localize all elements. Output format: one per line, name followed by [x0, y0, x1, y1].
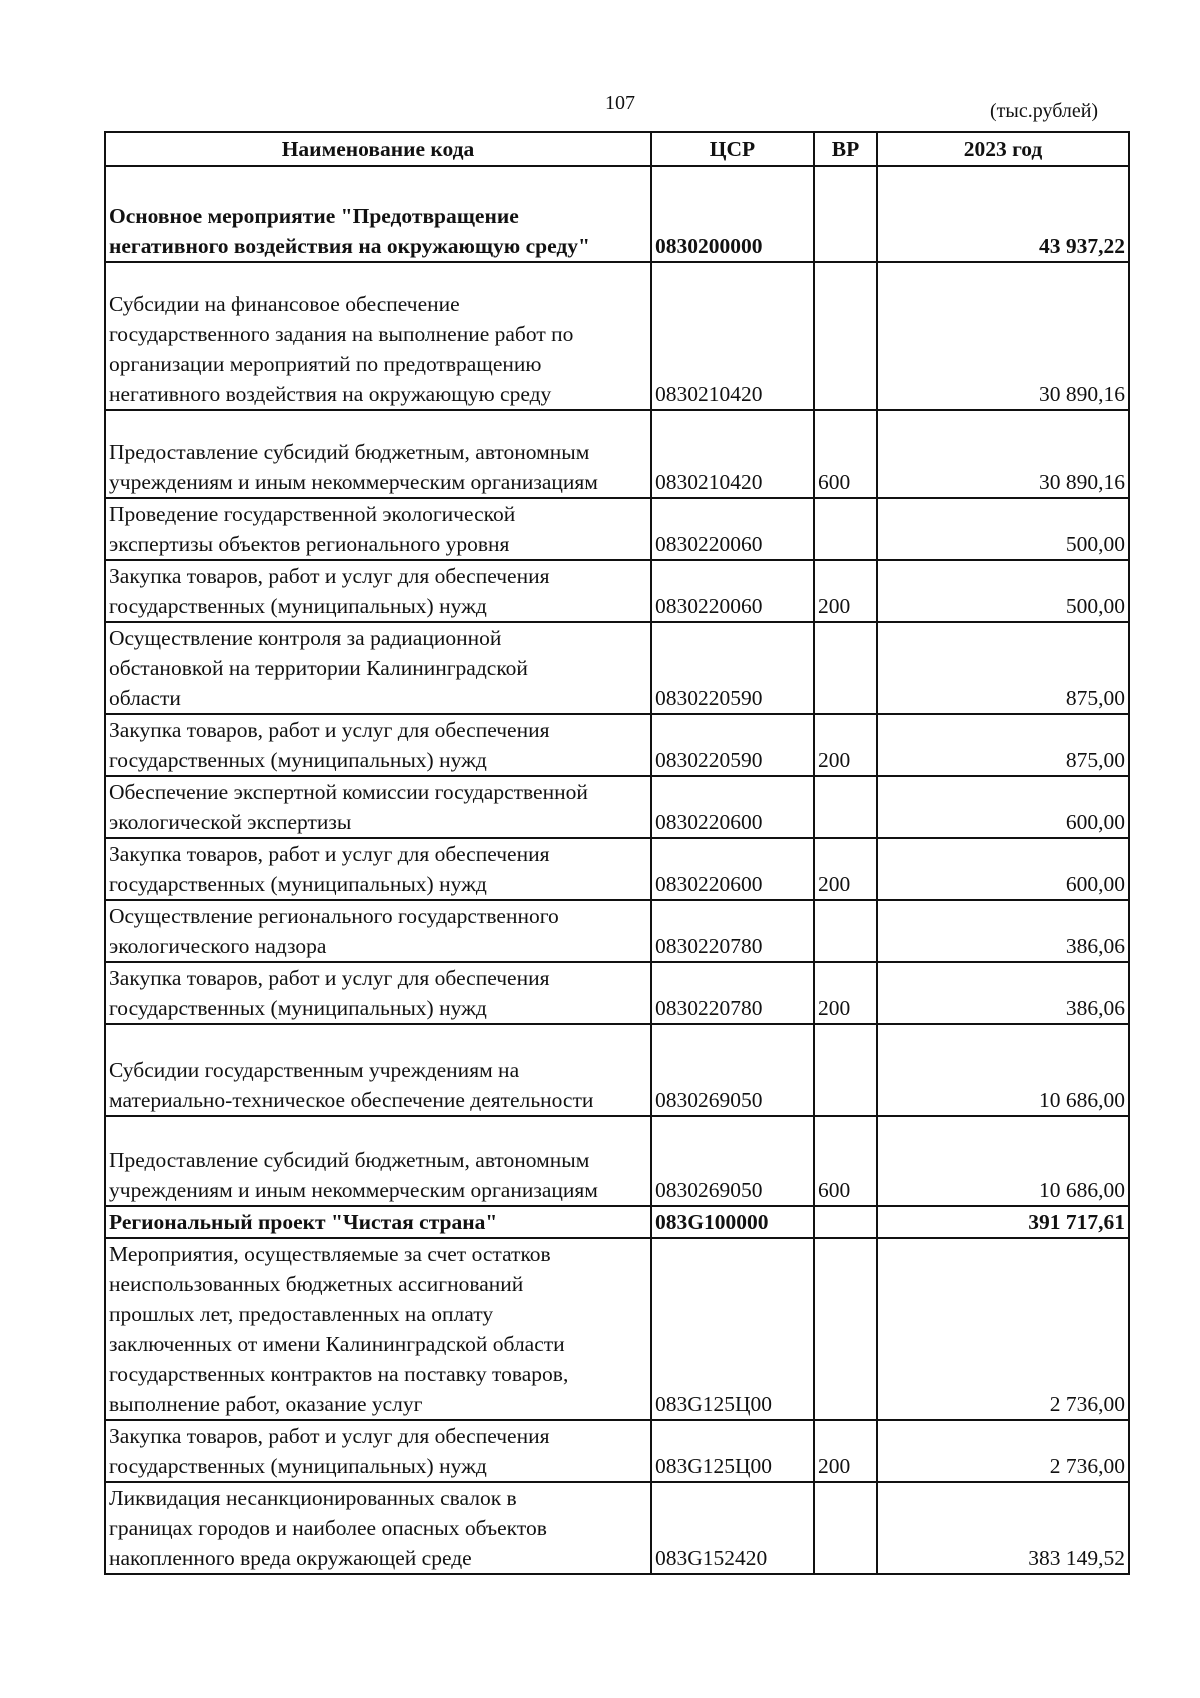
row-name-line: Закупка товаров, работ и услуг для обеспечения — [109, 966, 550, 990]
row-name-line: заключенных от имени Калининградской области — [109, 1332, 565, 1356]
row-name-line: государственного задания на выполнение работ по — [109, 322, 574, 346]
row-name — [105, 262, 651, 410]
row-sum: 875,00 — [877, 622, 1129, 714]
table-row — [105, 962, 1129, 1024]
row-csr: 0830220780 — [651, 900, 814, 962]
row-csr: 0830220600 — [651, 776, 814, 838]
row-name-line: Предоставление субсидий бюджетным, автономным — [109, 440, 590, 464]
row-name-line: учреждениям и иным некоммерческим организациям — [109, 470, 598, 494]
row-name-line: государственных (муниципальных) нужд — [109, 996, 487, 1020]
row-name — [105, 166, 651, 262]
table-row — [105, 1238, 1129, 1420]
row-csr: 083G125Ц00 — [651, 1420, 814, 1482]
row-name-line: Закупка товаров, работ и услуг для обеспечения — [109, 842, 550, 866]
row-name-line: Закупка товаров, работ и услуг для обеспечения — [109, 718, 550, 742]
header-name: Наименование кода — [105, 132, 651, 166]
row-vr — [814, 262, 877, 410]
row-name-line: выполнение работ, оказание услуг — [109, 1392, 423, 1416]
table-row — [105, 714, 1129, 776]
row-name-line: негативного воздействия на окружающую среду" — [109, 234, 590, 258]
row-name-line: Мероприятия, осуществляемые за счет остатков — [109, 1242, 551, 1266]
row-name-line: прошлых лет, предоставленных на оплату — [109, 1302, 494, 1326]
table-body — [105, 166, 1129, 1574]
row-csr: 0830220600 — [651, 838, 814, 900]
row-name-line: Закупка товаров, работ и услуг для обеспечения — [109, 1424, 550, 1448]
header-year: 2023 год — [877, 132, 1129, 166]
row-name-line: Субсидии государственным учреждениям на — [109, 1058, 520, 1082]
row-csr: 0830269050 — [651, 1116, 814, 1206]
table-row — [105, 1482, 1129, 1574]
row-csr: 083G152420 — [651, 1482, 814, 1574]
row-vr — [814, 498, 877, 560]
row-vr — [814, 776, 877, 838]
row-name-line: области — [109, 686, 181, 710]
row-name-line: Региональный проект "Чистая страна" — [109, 1210, 498, 1234]
row-name-line: неиспользованных бюджетных ассигнований — [109, 1272, 524, 1296]
row-csr: 0830210420 — [651, 410, 814, 498]
row-name-line: Обеспечение экспертной комиссии государственной — [109, 780, 588, 804]
row-name-line: Ликвидация несанкционированных свалок в — [109, 1486, 517, 1510]
row-csr: 0830220590 — [651, 714, 814, 776]
row-name-line: границах городов и наиболее опасных объектов — [109, 1516, 547, 1540]
row-name-line: государственных контрактов на поставку товаров, — [109, 1362, 569, 1386]
row-csr: 083G100000 — [651, 1206, 814, 1238]
row-sum: 30 890,16 — [877, 262, 1129, 410]
row-vr: 600 — [814, 1116, 877, 1206]
row-name-line: обстановкой на территории Калининградской — [109, 656, 528, 680]
table-row — [105, 900, 1129, 962]
row-sum: 10 686,00 — [877, 1024, 1129, 1116]
row-vr — [814, 166, 877, 262]
row-csr: 0830220060 — [651, 560, 814, 622]
row-name — [105, 714, 651, 776]
row-name-line: Закупка товаров, работ и услуг для обеспечения — [109, 564, 550, 588]
row-csr: 0830210420 — [651, 262, 814, 410]
row-sum: 2 736,00 — [877, 1420, 1129, 1482]
row-vr: 200 — [814, 1420, 877, 1482]
row-sum: 500,00 — [877, 560, 1129, 622]
table-row — [105, 560, 1129, 622]
row-name — [105, 962, 651, 1024]
row-name — [105, 1238, 651, 1420]
row-name-line: экологического надзора — [109, 934, 327, 958]
row-name-line: организации мероприятий по предотвращению — [109, 352, 542, 376]
table-row — [105, 838, 1129, 900]
row-csr: 0830220780 — [651, 962, 814, 1024]
row-csr: 0830220060 — [651, 498, 814, 560]
row-name — [105, 1420, 651, 1482]
table-header-row — [105, 132, 1129, 166]
table-row — [105, 498, 1129, 560]
row-name-line: государственных (муниципальных) нужд — [109, 594, 487, 618]
table-row — [105, 262, 1129, 410]
row-name — [105, 838, 651, 900]
row-name — [105, 622, 651, 714]
table-row — [105, 166, 1129, 262]
row-name — [105, 1024, 651, 1116]
row-sum: 43 937,22 — [877, 166, 1129, 262]
table-row — [105, 1116, 1129, 1206]
row-name-line: экспертизы объектов регионального уровня — [109, 532, 510, 556]
row-vr — [814, 622, 877, 714]
row-name-line: Осуществление контроля за радиационной — [109, 626, 502, 650]
row-vr — [814, 1238, 877, 1420]
row-csr: 0830200000 — [651, 166, 814, 262]
row-sum: 600,00 — [877, 776, 1129, 838]
page-number: 107 — [605, 92, 635, 114]
row-name-line: материально-техническое обеспечение деятельности — [109, 1088, 594, 1112]
row-name-line: накопленного вреда окружающей среде — [109, 1546, 472, 1570]
row-csr: 083G125Ц00 — [651, 1238, 814, 1420]
table-row — [105, 776, 1129, 838]
row-sum: 2 736,00 — [877, 1238, 1129, 1420]
table-row — [105, 410, 1129, 498]
row-vr: 200 — [814, 560, 877, 622]
row-name-line: экологической экспертизы — [109, 810, 352, 834]
header-csr: ЦСР — [651, 132, 814, 166]
row-name — [105, 560, 651, 622]
units-label: (тыс.рублей) — [990, 100, 1099, 122]
row-name-line: Проведение государственной экологической — [109, 502, 516, 526]
row-sum: 386,06 — [877, 900, 1129, 962]
table-row — [105, 1024, 1129, 1116]
row-sum: 30 890,16 — [877, 410, 1129, 498]
row-vr: 600 — [814, 410, 877, 498]
row-vr — [814, 1024, 877, 1116]
row-name-line: Основное мероприятие "Предотвращение — [109, 204, 519, 228]
row-sum: 10 686,00 — [877, 1116, 1129, 1206]
row-name — [105, 1482, 651, 1574]
row-vr: 200 — [814, 962, 877, 1024]
table-row — [105, 1206, 1129, 1238]
row-sum: 383 149,52 — [877, 1482, 1129, 1574]
row-name — [105, 900, 651, 962]
row-name — [105, 1206, 651, 1238]
row-name-line: государственных (муниципальных) нужд — [109, 1454, 487, 1478]
row-name-line: учреждениям и иным некоммерческим организациям — [109, 1178, 598, 1202]
budget-table — [104, 131, 1130, 1575]
table-row — [105, 1420, 1129, 1482]
row-vr — [814, 1482, 877, 1574]
row-sum: 875,00 — [877, 714, 1129, 776]
row-name — [105, 410, 651, 498]
row-name-line: негативного воздействия на окружающую среду — [109, 382, 552, 406]
row-name-line: государственных (муниципальных) нужд — [109, 748, 487, 772]
row-csr: 0830269050 — [651, 1024, 814, 1116]
row-vr: 200 — [814, 714, 877, 776]
row-sum: 386,06 — [877, 962, 1129, 1024]
row-vr: 200 — [814, 838, 877, 900]
row-vr — [814, 1206, 877, 1238]
row-sum: 600,00 — [877, 838, 1129, 900]
row-name-line: Субсидии на финансовое обеспечение — [109, 292, 460, 316]
row-name-line: Предоставление субсидий бюджетным, автономным — [109, 1148, 590, 1172]
row-name — [105, 776, 651, 838]
table-row — [105, 622, 1129, 714]
header-vr: ВР — [814, 132, 877, 166]
row-name-line: Осуществление регионального государственного — [109, 904, 559, 928]
row-name — [105, 1116, 651, 1206]
row-csr: 0830220590 — [651, 622, 814, 714]
row-sum: 391 717,61 — [877, 1206, 1129, 1238]
row-name — [105, 498, 651, 560]
row-sum: 500,00 — [877, 498, 1129, 560]
row-vr — [814, 900, 877, 962]
row-name-line: государственных (муниципальных) нужд — [109, 872, 487, 896]
